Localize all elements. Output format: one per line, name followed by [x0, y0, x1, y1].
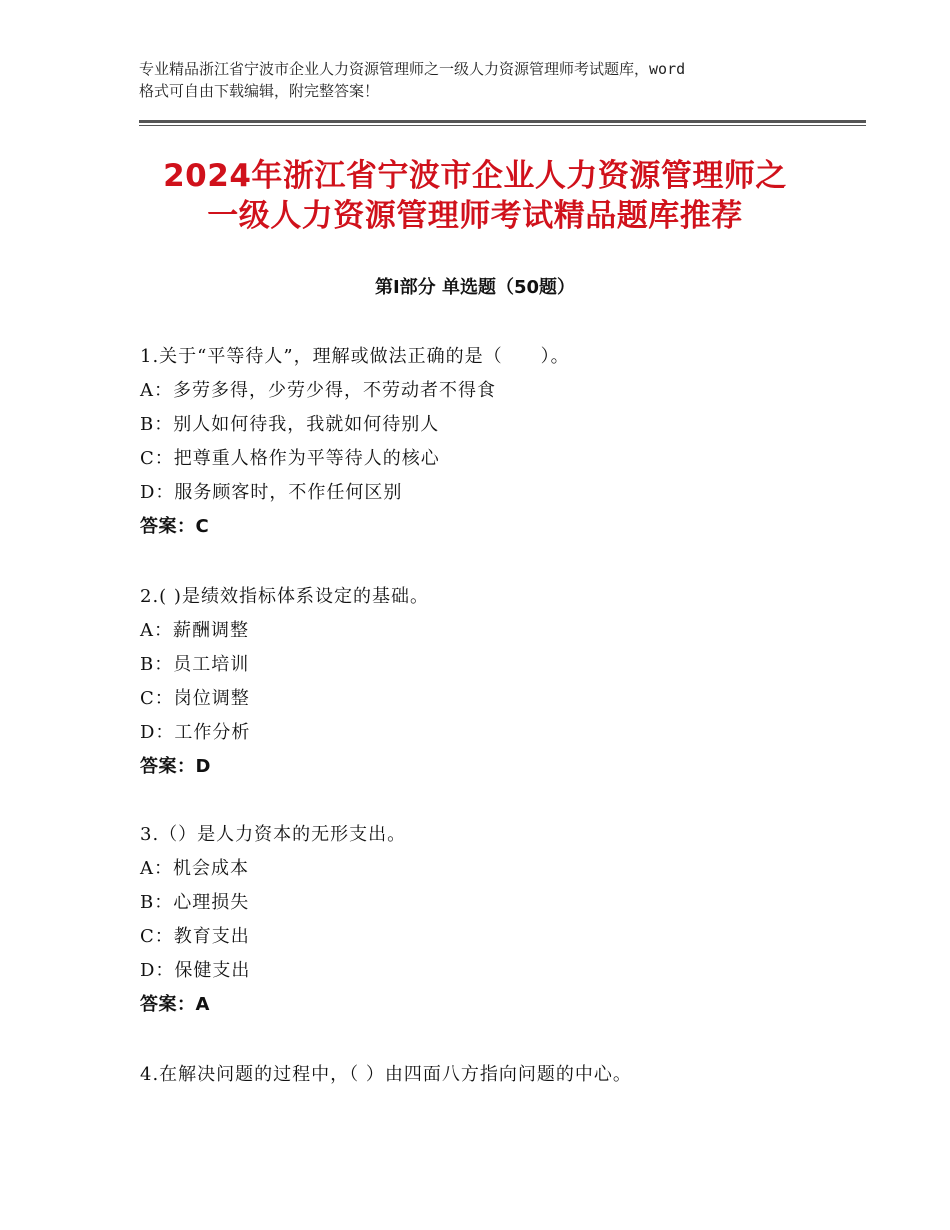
option-a: A：薪酬调整 [140, 620, 249, 641]
option-c: C：把尊重人格作为平等待人的核心 [140, 448, 440, 469]
document-title-line2: 一级人力资源管理师考试精品题库推荐 [207, 198, 743, 234]
header-divider-thick [139, 120, 866, 123]
header-divider-thin [139, 125, 866, 126]
question-stem: 2.( )是绩效指标体系设定的基础。 [140, 586, 429, 607]
question-2 [140, 580, 840, 784]
document-title [100, 156, 850, 236]
question-stem: 1.关于“平等待人”，理解或做法正确的是（ ）。 [140, 346, 570, 367]
document-title-line1: 2024年浙江省宁波市企业人力资源管理师之 [163, 158, 787, 194]
section-heading: 第Ⅰ部分 单选题（50题） [374, 277, 575, 298]
option-b: B：员工培训 [140, 654, 250, 675]
option-d: D：工作分析 [140, 722, 251, 743]
question-4 [140, 1058, 840, 1092]
header-note [139, 58, 829, 102]
header-note-line2: 格式可自由下载编辑，附完整答案！ [139, 82, 380, 100]
question-stem: 3.（）是人力资本的无形支出。 [140, 824, 407, 845]
option-a: A：机会成本 [140, 858, 249, 879]
option-d: D：服务顾客时，不作任何区别 [140, 482, 403, 503]
option-b: B：别人如何待我，我就如何待别人 [140, 414, 440, 435]
option-c: C：教育支出 [140, 926, 250, 947]
question-stem: 4.在解决问题的过程中，（ ）由四面八方指向问题的中心。 [140, 1064, 632, 1085]
answer: 答案：A [140, 994, 210, 1015]
option-b: B：心理损失 [140, 892, 250, 913]
option-a: A：多劳多得，少劳少得，不劳动者不得食 [140, 380, 496, 401]
question-1 [140, 340, 840, 544]
option-c: C：岗位调整 [140, 688, 250, 709]
answer: 答案：D [140, 756, 211, 777]
option-d: D：保健支出 [140, 960, 251, 981]
question-3 [140, 818, 840, 1022]
answer: 答案：C [140, 516, 210, 537]
header-note-line1: 专业精品浙江省宁波市企业人力资源管理师之一级人力资源管理师考试题库，word [139, 60, 686, 78]
